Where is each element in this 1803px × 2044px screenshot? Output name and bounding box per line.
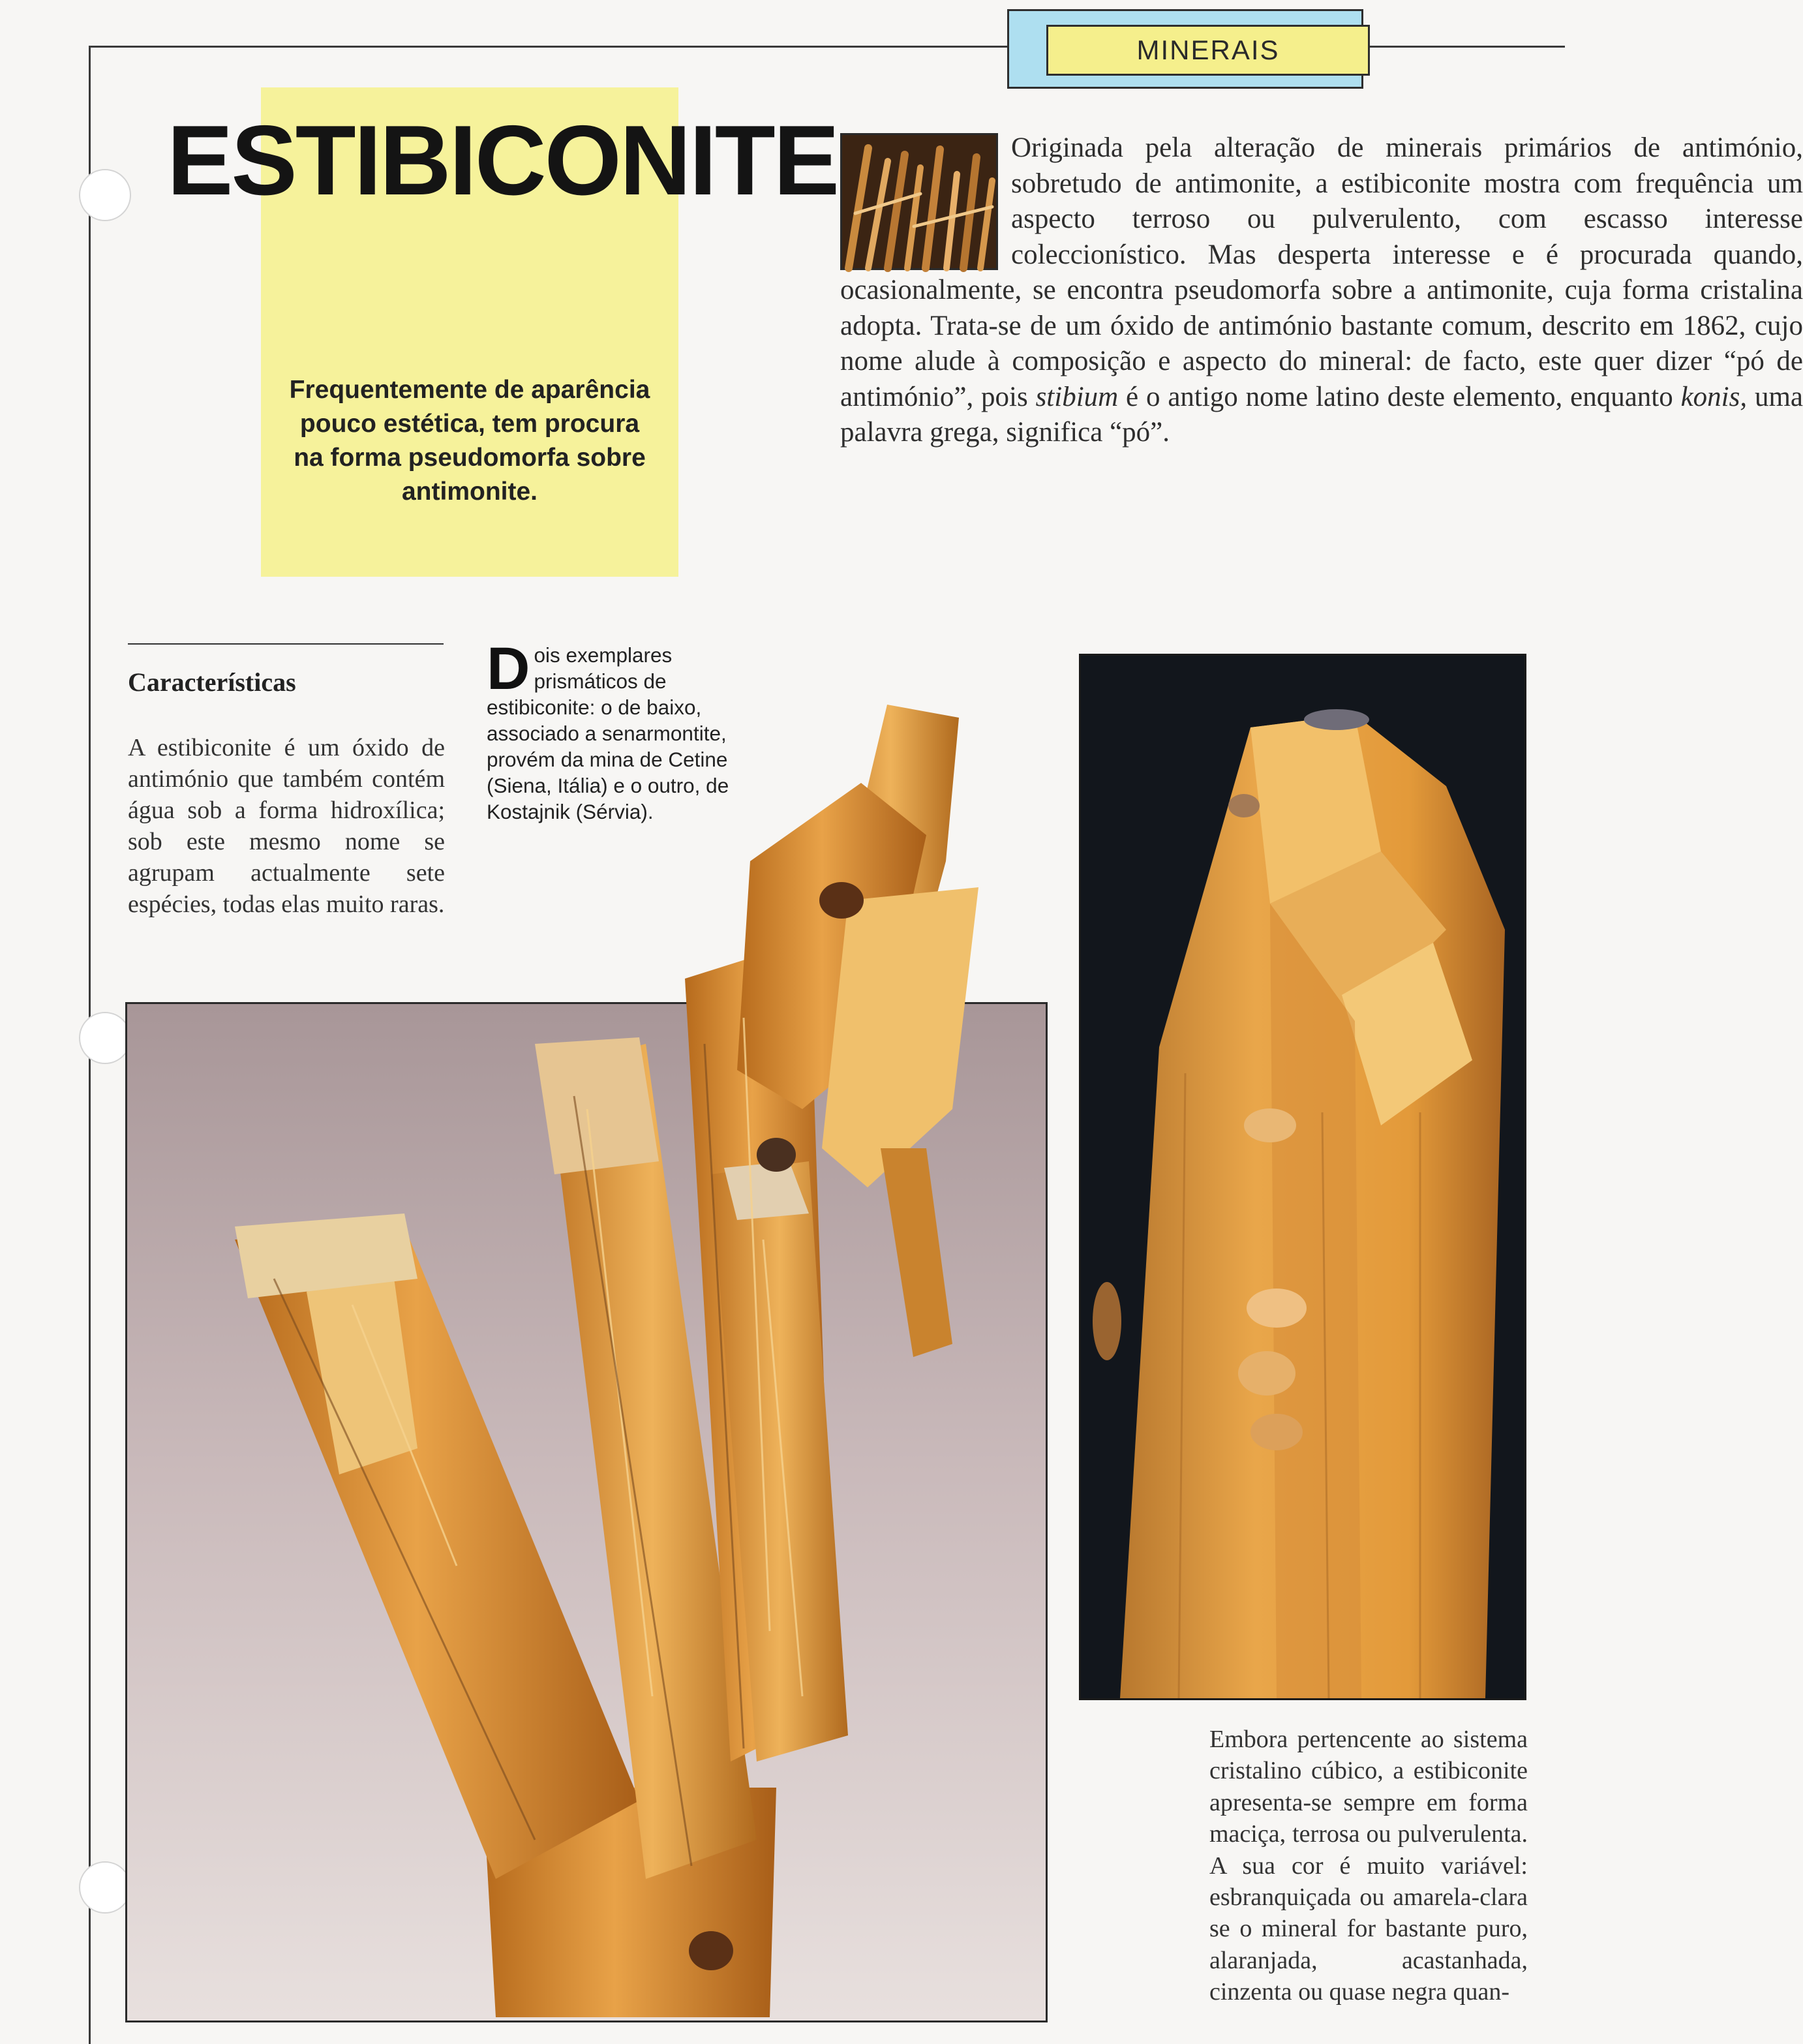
subtitle: Frequentemente de aparência pouco estética, tem procura na forma pseudomorfa sobre antimonite. (289, 376, 650, 506)
specimen-photo-kostajnik (1079, 654, 1526, 1700)
binder-hole (79, 169, 131, 221)
intro-paragraph: Originada pela alteração de minerais primários de antimónio, sobretudo de antimonite, a estibiconite mostra com frequência um aspecto terroso ou pulverulento, com escasso interesse coleccionístico. Mas desperta interesse e é procurada quando, ocasionalmente, se encontra pseudomorfa sobre a antimonite, cuja forma cristalina adopta. Trata-se de um óxido de antimónio bastante comum, descrito em 1862, cujo nome alude à composição e aspecto do mineral: de facto, este quer dizer “pó de antimónio”, pois stibium é o antigo nome latino deste elemento, enquanto konis, uma palavra grega, significa “pó”. (840, 132, 1803, 448)
characteristics-heading: Características (128, 667, 296, 697)
section-divider (128, 643, 444, 645)
caption-dropcap: D (487, 635, 530, 702)
binder-hole (79, 1012, 131, 1064)
characteristics-text: A estibiconite é um óxido de antimónio que também contém água sob a forma hidroxílica; sob este mesmo nome se agrupam actualmente sete espécies, todas elas muito raras. (128, 734, 445, 918)
specimen-photo-background (125, 1002, 1048, 2022)
bottom-paragraph: Embora pertencente ao sistema cristalino cúbico, a estibiconite apresenta-se sempre em forma maciça, terrosa ou pulverulenta. A sua cor é muito variável: esbranquiçada ou amarela-clara se o mineral for bastante puro, alaranjada, acastanhada, cinzenta ou quase negra quan- (1209, 1726, 1528, 2006)
binder-hole (79, 1861, 131, 1914)
page-title: ESTIBICONITE (167, 105, 838, 216)
section-tab: MINERAIS (1046, 25, 1370, 76)
photo-caption: Dois exemplares prismáticos de estibiconite: o de baixo, associado a senarmontite, provém da mina de Cetine (Siena, Itália) e o outro, de Kostajnik (Sérvia). (487, 635, 729, 823)
